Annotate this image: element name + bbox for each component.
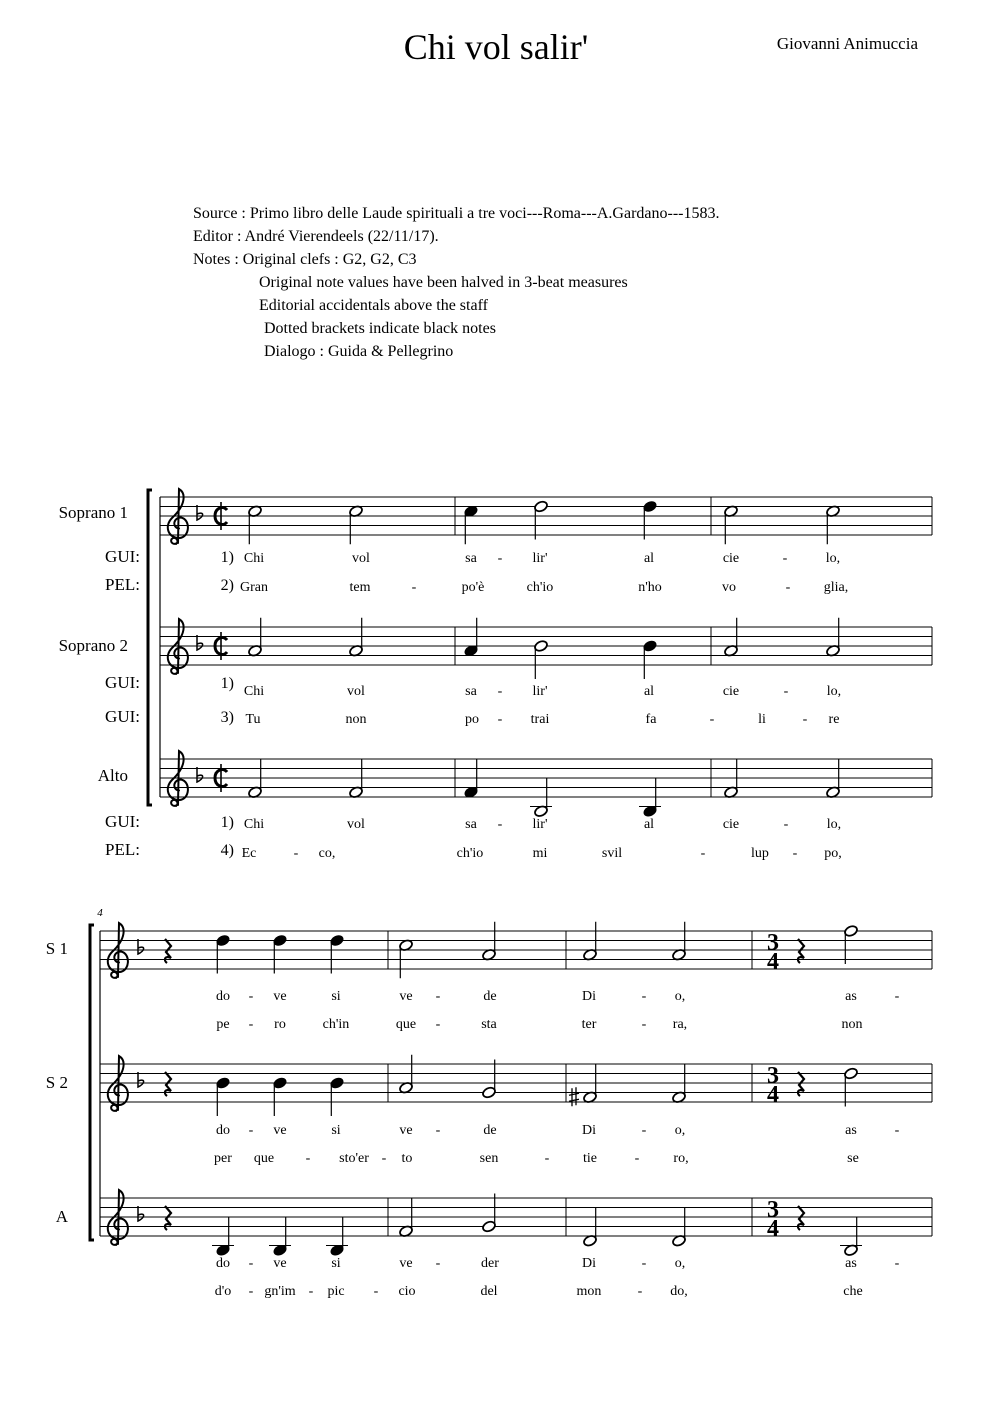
lyric-syllable: Di [582,1256,596,1271]
lyric-syllable: pic [327,1284,345,1299]
lyric-syllable: mi [532,846,548,861]
lyric-syllable: se [847,1151,859,1166]
time-signature-numerator: 3 [767,1063,779,1089]
lyric-syllable: do, [670,1284,688,1299]
flat-key-signature-icon [138,939,144,954]
lyric-syllable: - [248,1284,254,1299]
lyric-syllable: - [308,1284,314,1299]
lyric-syllable: - [435,1123,441,1138]
lyric-syllable: ra, [672,1017,688,1032]
flat-key-signature-icon [138,1072,144,1087]
lyric-syllable: ve [273,989,287,1004]
lyric-syllable: - [785,580,791,595]
lyric-syllable: lo, [826,817,842,832]
lyric-syllable: - [783,817,789,832]
lyric-syllable: tie [583,1151,597,1166]
lyric-syllable: o, [674,1123,686,1138]
lyric-syllable: o, [674,989,686,1004]
lyric-syllable: del [480,1284,498,1299]
piece-title: Chi vol salir' [403,27,589,67]
composer-name: Giovanni Animuccia [776,34,918,53]
lyric-syllable: ch'io [456,846,484,861]
lyric-syllable: - [634,1151,640,1166]
lyric-syllable: non [841,1017,863,1032]
system-bracket [148,490,152,805]
verse-number: 2) [220,577,234,594]
lyric-syllable: - [373,1284,379,1299]
lyric-syllable: Chi [243,551,265,566]
lyric-syllable: co, [318,846,336,861]
lyric-syllable: - [782,551,788,566]
lyric-syllable: ro, [673,1151,689,1166]
verse-number: 1) [220,549,234,566]
verse-role-label: PEL: [105,575,140,594]
lyric-syllable: d'o [214,1284,232,1299]
lyric-syllable: Di [582,1123,596,1138]
flat-key-signature-icon [197,505,203,520]
lyric-syllable: - [783,684,789,699]
lyric-syllable: non [345,712,367,727]
lyric-syllable: de [483,989,497,1004]
flat-key-signature-icon [138,1206,144,1221]
lyric-syllable: tem [349,580,371,595]
lyric-syllable: do [216,1256,230,1271]
lyric-syllable: - [544,1151,550,1166]
lyric-syllable: - [248,1123,254,1138]
lyric-syllable: sta [481,1017,497,1032]
lyric-syllable: - [411,580,417,595]
lyric-syllable: - [802,712,808,727]
sharp-accidental-icon [569,1087,579,1106]
lyric-syllable: as [845,989,857,1004]
lyric-syllable: o, [674,1256,686,1271]
lyric-syllable: fa [645,712,657,727]
lyric-syllable: do [216,989,230,1004]
verse-number: 3) [220,709,234,726]
lyric-syllable: si [331,1256,341,1271]
lyric-syllable: - [894,989,900,1004]
lyric-syllable: li [758,712,766,727]
lyric-syllable: lir' [532,684,548,699]
lyric-syllable: vo [722,580,736,595]
brackets-note: Dotted brackets indicate black notes [264,320,496,337]
lyric-syllable: al [643,684,655,699]
lyric-syllable: sa [465,684,477,699]
lyric-syllable: que [395,1017,417,1032]
lyric-syllable: ch'io [526,580,554,595]
lyric-syllable: mon [576,1284,602,1299]
lyric-syllable: re [828,712,840,727]
lyric-syllable: cie [722,684,740,699]
lyric-syllable: po'è [461,580,485,595]
flat-key-signature-icon [197,635,203,650]
note-values-note: Original note values have been halved in 3-beat measures [259,274,628,291]
lyric-syllable: - [497,551,503,566]
lyric-syllable: Tu [245,712,261,727]
lyric-syllable: - [293,846,299,861]
lyric-syllable: lir' [532,551,548,566]
lyric-syllable: Chi [243,817,265,832]
lyric-syllable: lup [751,846,769,861]
lyric-syllable: glia, [823,580,849,595]
lyric-syllable: - [381,1151,387,1166]
lyric-syllable: cie [722,817,740,832]
lyric-syllable: gn'im [264,1284,296,1299]
verse-role-label: GUI: [105,812,140,831]
staff-name: S 1 [45,939,68,958]
lyric-syllable: lo, [826,684,842,699]
lyric-syllable: - [435,989,441,1004]
lyric-syllable: si [331,989,341,1004]
staff-name: Alto [97,766,128,785]
lyric-syllable: Gran [240,580,268,595]
lyric-syllable: - [641,989,647,1004]
lyric-syllable: to [401,1151,413,1166]
lyric-syllable: per [214,1151,232,1166]
verse-role-label: GUI: [105,547,140,566]
verse-role-label: PEL: [105,840,140,859]
lyric-syllable: que [253,1151,275,1166]
lyric-syllable: vol [347,817,365,832]
verse-number: 1) [220,814,234,831]
lyric-syllable: ro [274,1017,286,1032]
lyric-syllable: si [331,1123,341,1138]
lyric-syllable: - [700,846,706,861]
dialogo-note: Dialogo : Guida & Pellegrino [264,343,454,360]
time-signature-denominator: 4 [767,1216,779,1242]
lyric-syllable: ve [273,1123,287,1138]
time-signature-denominator: 4 [767,949,779,975]
time-signature-numerator: 3 [767,930,779,956]
lyric-syllable: - [497,712,503,727]
staff-name: Soprano 2 [58,636,128,655]
lyric-syllable: lo, [825,551,841,566]
lyric-syllable: al [643,551,655,566]
lyric-syllable: - [792,846,798,861]
lyric-syllable: - [641,1256,647,1271]
lyric-syllable: Ec [241,846,257,861]
staff-name: A [55,1207,68,1226]
lyric-syllable: de [483,1123,497,1138]
lyric-syllable: sen [479,1151,499,1166]
lyric-syllable: - [435,1017,441,1032]
lyric-syllable: - [637,1284,643,1299]
verse-number: 1) [220,675,234,692]
lyric-syllable: - [248,1256,254,1271]
lyric-syllable: - [305,1151,311,1166]
lyric-syllable: - [641,1123,647,1138]
lyric-syllable: der [481,1256,499,1271]
lyric-syllable: vol [352,551,370,566]
lyric-syllable: ve [399,1123,413,1138]
lyric-syllable: ch'in [322,1017,350,1032]
lyric-syllable: che [843,1284,863,1299]
lyric-syllable: al [643,817,655,832]
staff-name: S 2 [45,1073,68,1092]
lyric-syllable: as [845,1256,857,1271]
lyric-syllable: - [709,712,715,727]
staff-name: Soprano 1 [58,503,128,522]
editor-note: Editor : André Vierendeels (22/11/17). [193,228,439,245]
lyric-syllable: sto'er [339,1151,369,1166]
lyric-syllable: Chi [243,684,265,699]
lyric-syllable: cie [722,551,740,566]
lyric-syllable: - [435,1256,441,1271]
time-signature-denominator: 4 [767,1082,779,1108]
lyric-syllable: sa [465,551,477,566]
time-signature-numerator: 3 [767,1197,779,1223]
flat-key-signature-icon [197,767,203,782]
lyric-syllable: sa [465,817,477,832]
source-note: Source : Primo libro delle Laude spirituali a tre voci---Roma---A.Gardano---1583. [193,205,720,222]
lyric-syllable: Di [582,989,596,1004]
lyric-syllable: ter [581,1017,597,1032]
lyric-syllable: - [248,1017,254,1032]
measure-number: 4 [97,907,103,919]
lyric-syllable: po [465,712,479,727]
lyric-syllable: - [497,817,503,832]
accidentals-note: Editorial accidentals above the staff [259,297,488,314]
lyric-syllable: vol [347,684,365,699]
lyric-syllable: as [845,1123,857,1138]
lyric-syllable: cio [398,1284,416,1299]
lyric-syllable: - [894,1123,900,1138]
lyric-syllable: trai [530,712,550,727]
lyric-syllable: - [894,1256,900,1271]
lyric-syllable: ve [399,989,413,1004]
verse-number: 4) [220,842,234,859]
lyric-syllable: n'ho [638,580,662,595]
lyric-syllable: ve [273,1256,287,1271]
lyric-syllable: do [216,1123,230,1138]
clefs-note: Notes : Original clefs : G2, G2, C3 [193,251,417,268]
lyric-syllable: - [497,684,503,699]
lyric-syllable: - [641,1017,647,1032]
lyric-syllable: pe [216,1017,230,1032]
lyric-syllable: - [248,989,254,1004]
system-bracket [90,925,94,1240]
verse-role-label: GUI: [105,707,140,726]
verse-role-label: GUI: [105,673,140,692]
lyric-syllable: svil [601,846,623,861]
lyric-syllable: lir' [532,817,548,832]
lyric-syllable: ve [399,1256,413,1271]
lyric-syllable: po, [824,846,842,861]
